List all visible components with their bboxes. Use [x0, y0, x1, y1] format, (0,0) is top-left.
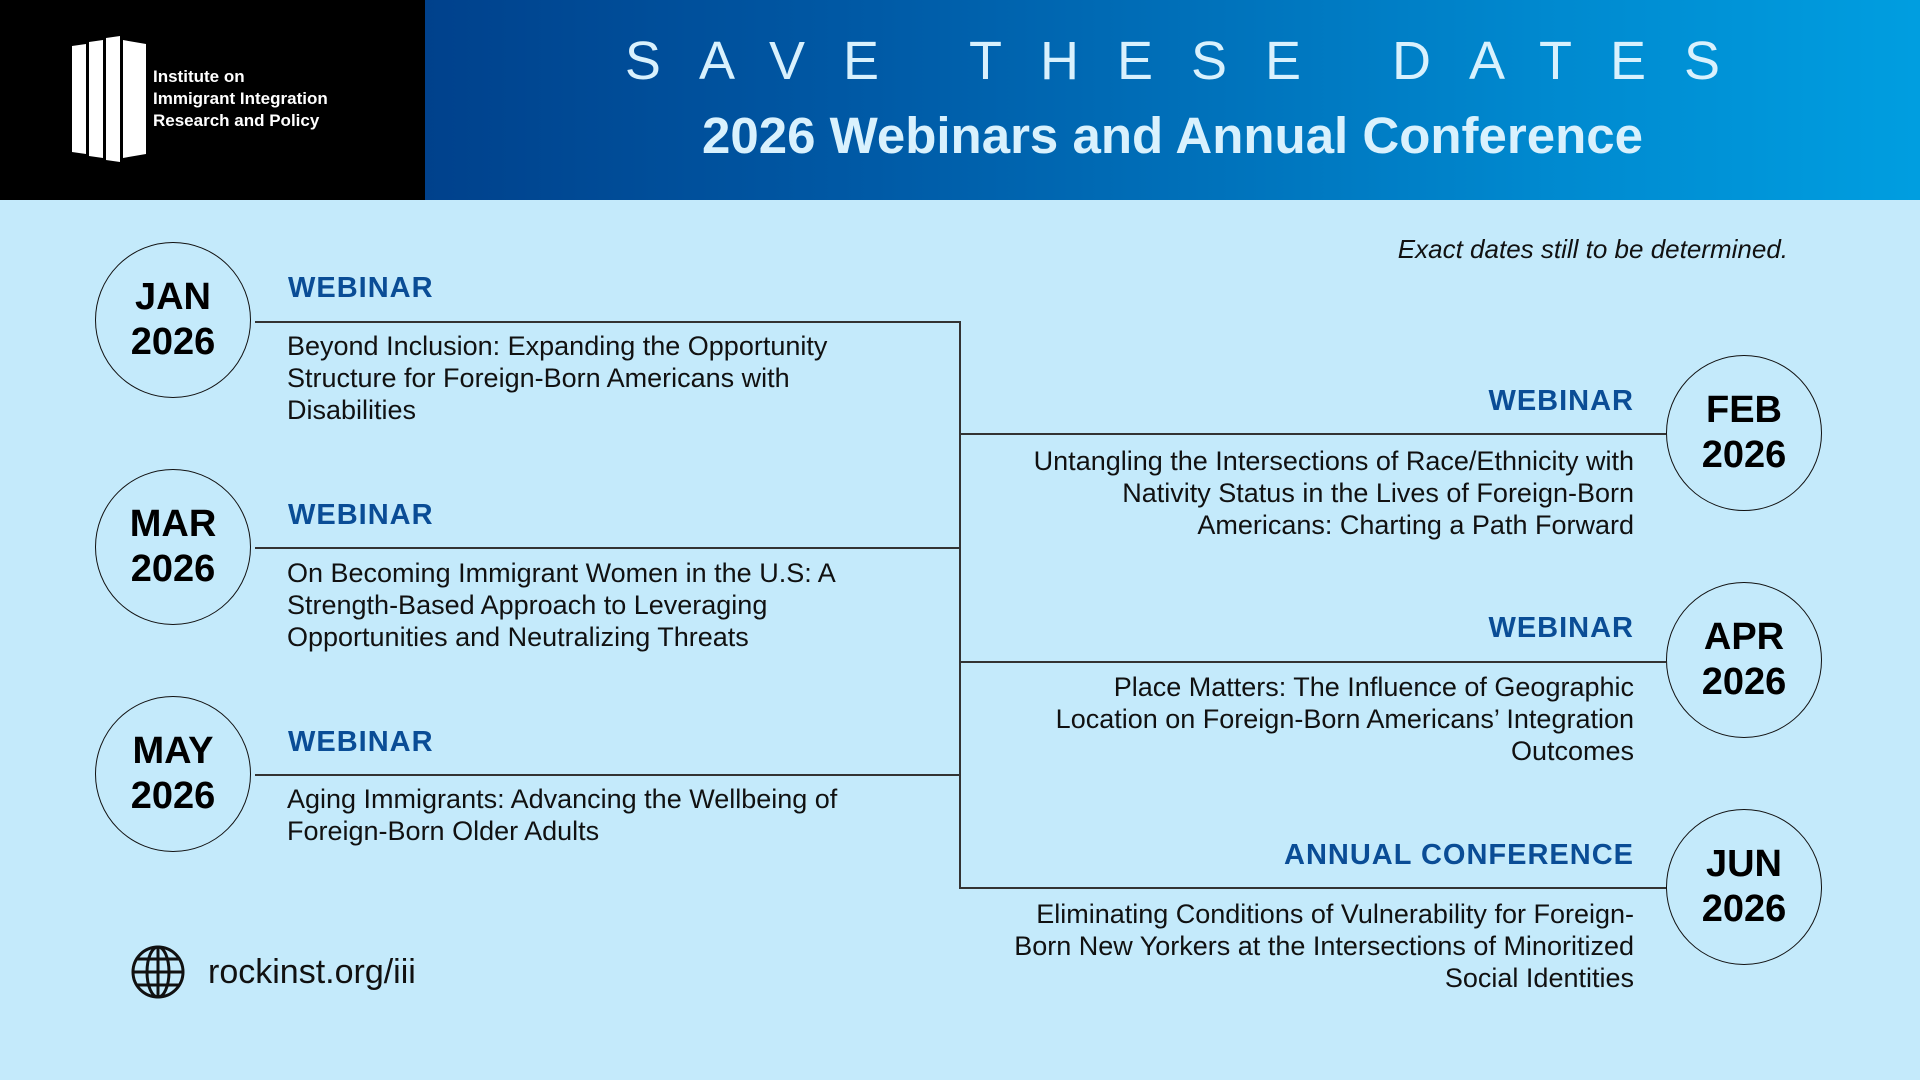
date-circle-mar [95, 469, 251, 625]
month: JAN [134, 276, 212, 318]
event-type-jan: WEBINAR [288, 272, 434, 304]
event-title-feb: Untangling the Intersections of Race/Ethnicity with Nativity Status in the Lives of Foreign-Born Americans: Charting a Path Forward [1033, 446, 1634, 540]
banner [425, 0, 1920, 200]
date-circle-may [95, 696, 251, 852]
connector-mar [255, 547, 960, 549]
month: JUN [1705, 843, 1783, 885]
logo [0, 0, 425, 200]
date-circle-jan [95, 242, 251, 398]
connector-feb [959, 433, 1666, 435]
month: MAY [132, 730, 214, 772]
timeline-spine [959, 321, 961, 888]
connector-may [255, 774, 960, 776]
event-type-mar: WEBINAR [288, 499, 434, 531]
year: 2026 [130, 775, 216, 817]
year: 2026 [1701, 661, 1787, 703]
dates-note: Exact dates still to be determined. [1397, 234, 1788, 264]
month: MAR [129, 503, 217, 545]
building-logo-icon [72, 36, 146, 162]
year: 2026 [130, 321, 216, 363]
page-subtitle: 2026 Webinars and Annual Conference [702, 107, 1643, 164]
header [0, 0, 1920, 200]
connector-jan [255, 321, 960, 323]
year: 2026 [130, 548, 216, 590]
date-circle-jun [1666, 809, 1822, 965]
event-title-jan: Beyond Inclusion: Expanding the Opportunity Structure for Foreign-Born Americans with Disabilities [287, 331, 828, 425]
month: APR [1703, 616, 1785, 658]
website-link[interactable]: rockinst.org/iii [208, 952, 416, 991]
headline: SAVE THESE DATES [624, 31, 1759, 91]
month: FEB [1706, 389, 1782, 431]
date-circle-apr [1666, 582, 1822, 738]
organization-name: Institute on Immigrant Integration Research and Policy [153, 67, 328, 130]
event-title-jun: Eliminating Conditions of Vulnerability for Foreign-Born New Yorkers at the Intersections of Minoritized Social Identities [1014, 899, 1634, 993]
event-title-apr: Place Matters: The Influence of Geographic Location on Foreign-Born Americans’ Integration Outcomes [1055, 672, 1634, 766]
event-title-mar: On Becoming Immigrant Women in the U.S: A Strength-Based Approach to Leveraging Opportunities and Neutralizing Threats [287, 558, 835, 652]
date-circle-feb [1666, 355, 1822, 511]
globe-icon [130, 944, 186, 1000]
event-type-feb: WEBINAR [1488, 385, 1634, 417]
year: 2026 [1701, 888, 1787, 930]
event-type-may: WEBINAR [288, 726, 434, 758]
connector-apr [959, 661, 1666, 663]
event-type-apr: WEBINAR [1488, 612, 1634, 644]
website[interactable] [130, 944, 416, 1000]
connector-jun [959, 887, 1666, 889]
event-title-may: Aging Immigrants: Advancing the Wellbeing of Foreign-Born Older Adults [287, 784, 838, 846]
year: 2026 [1701, 434, 1787, 476]
event-type-jun: ANNUAL CONFERENCE [1284, 839, 1634, 871]
